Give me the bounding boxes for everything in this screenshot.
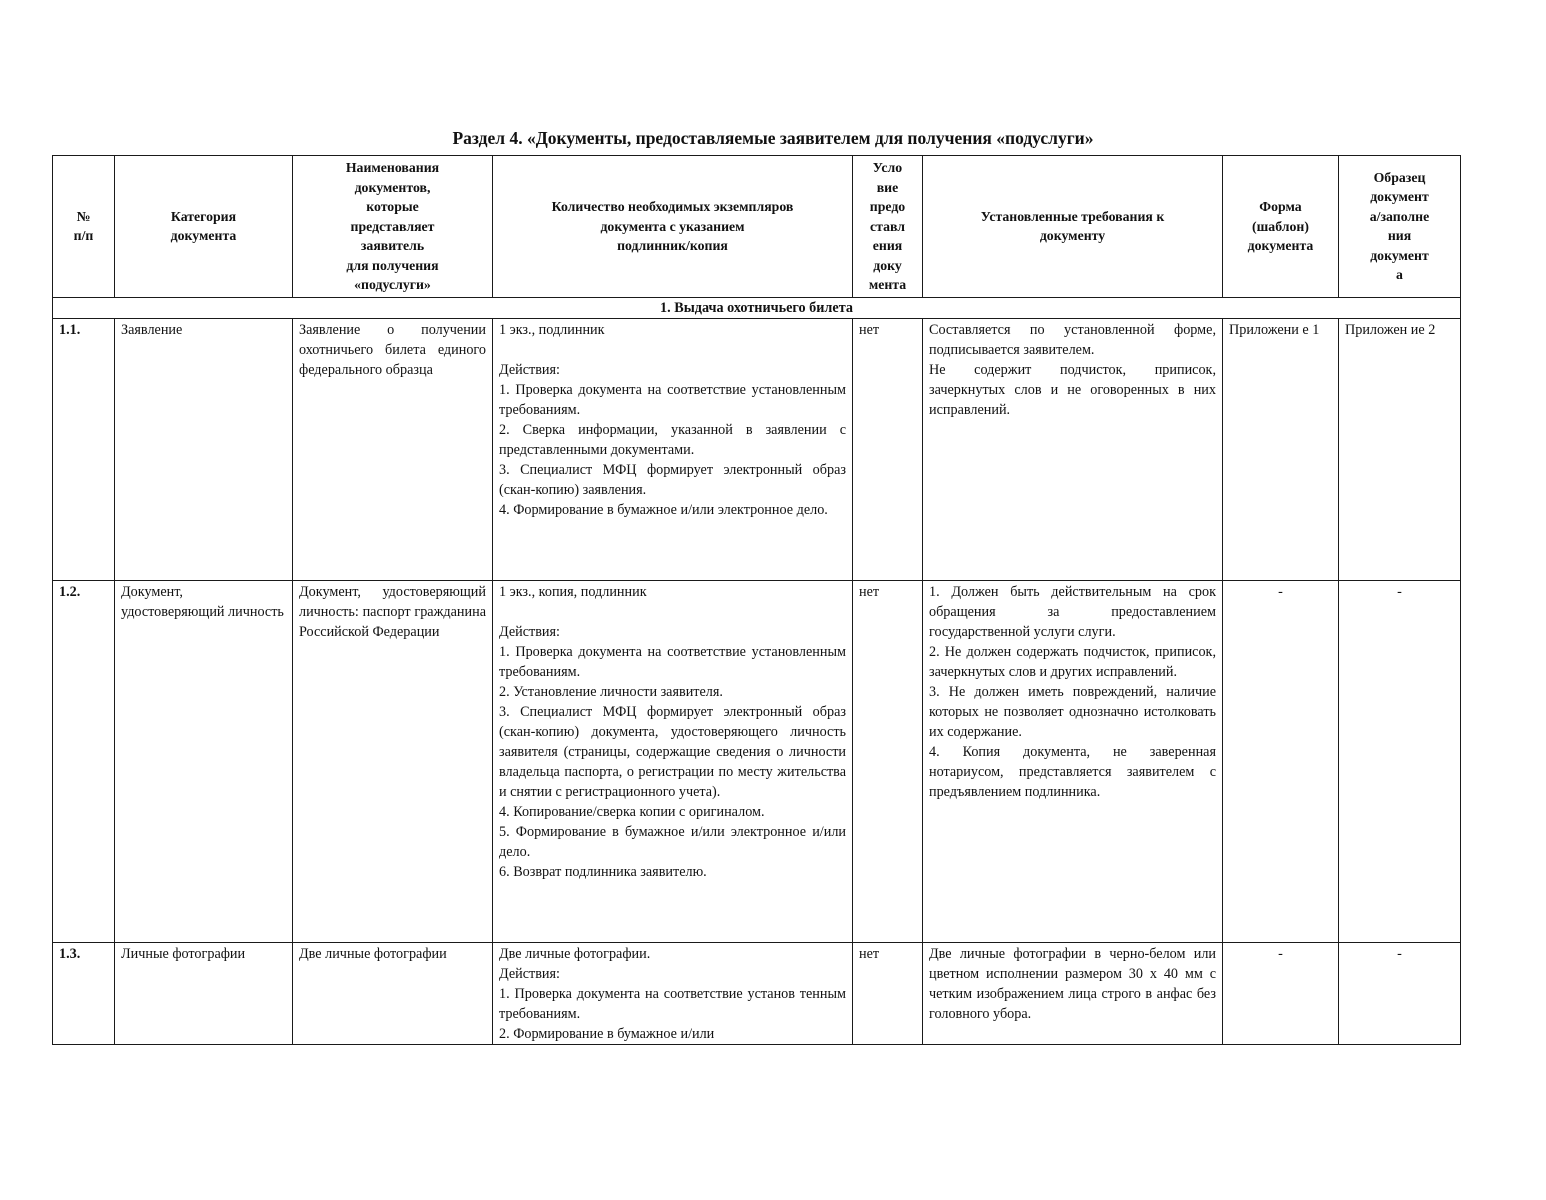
row-category: Документ, удостоверяющий личность [115, 580, 293, 942]
row-sample: - [1339, 580, 1461, 942]
count-action: 2. Сверка информации, указанной в заявлении с представленными документами. [499, 421, 846, 458]
header-condition: Усло вие предо ставл ения доку мента [853, 156, 923, 298]
count-first: Две личные фотографии. [499, 945, 651, 962]
requirement-item: Не содержит подчисток, приписок, зачеркнутых слов и не оговоренных в них исправлений. [929, 361, 1216, 418]
row-sample: Приложен ие 2 [1339, 318, 1461, 580]
documents-table [52, 155, 1461, 1045]
row-names: Документ, удостоверяющий личность: паспорт гражданина Российской Федерации [293, 580, 493, 942]
row-requirements [923, 942, 1223, 1044]
count-action: Действия: [499, 965, 560, 982]
row-count [493, 318, 853, 580]
requirement-item: 4. Копия документа, не заверенная нотариусом, представляется заявителем с предъявлением подлинника. [929, 743, 1216, 800]
row-form: Приложени е 1 [1223, 318, 1339, 580]
row-condition: нет [853, 942, 923, 1044]
row-condition: нет [853, 580, 923, 942]
count-action: 1. Проверка документа на соответствие установленным требованиям. [499, 643, 846, 680]
header-requirements: Установленные требования к документу [923, 156, 1223, 298]
requirement-item: Составляется по установленной форме, подписывается заявителем. [929, 321, 1216, 358]
section-row [53, 297, 1461, 318]
table-header-row [53, 156, 1461, 298]
row-condition: нет [853, 318, 923, 580]
count-action: 1. Проверка документа на соответствие установ тенным требованиям. [499, 985, 846, 1022]
count-action: 3. Специалист МФЦ формирует электронный образ (скан-копию) заявления. [499, 461, 846, 498]
requirement-item: 2. Не должен содержать подчисток, приписок, зачеркнутых слов и других исправлений. [929, 643, 1216, 680]
table-row [53, 580, 1461, 942]
header-sample: Образец документ а/заполне ния документ а [1339, 156, 1461, 298]
table-row [53, 318, 1461, 580]
row-num: 1.1. [53, 318, 115, 580]
row-num: 1.2. [53, 580, 115, 942]
page-title: Раздел 4. «Документы, предоставляемые заявителем для получения «подуслуги» [452, 128, 1094, 148]
row-count [493, 942, 853, 1044]
header-names: Наименования документов, которые представляет заявитель для получения «подуслуги» [293, 156, 493, 298]
row-names: Две личные фотографии [293, 942, 493, 1044]
row-requirements [923, 580, 1223, 942]
row-count [493, 580, 853, 942]
count-action: 2. Формирование в бумажное и/или [499, 1025, 715, 1042]
row-sample: - [1339, 942, 1461, 1044]
count-action: Действия: [499, 361, 560, 378]
header-category: Категория документа [115, 156, 293, 298]
requirement-item: 1. Должен быть действительным на срок обращения за предоставлением государственной услуги слуги. [929, 583, 1216, 640]
row-form: - [1223, 580, 1339, 942]
row-requirements [923, 318, 1223, 580]
row-names: Заявление о получении охотничьего билета единого федерального образца [293, 318, 493, 580]
header-num: № п/п [53, 156, 115, 298]
count-action: Действия: [499, 623, 560, 640]
row-category: Личные фотографии [115, 942, 293, 1044]
count-first: 1 экз., подлинник [499, 321, 605, 338]
count-action: 4. Формирование в бумажное и/или электронное дело. [499, 501, 828, 518]
requirement-item: 3. Не должен иметь повреждений, наличие которых не позволяет однозначно истолковать их содержание. [929, 683, 1216, 740]
header-form: Форма (шаблон) документа [1223, 156, 1339, 298]
count-action: 6. Возврат подлинника заявителю. [499, 863, 707, 880]
row-form: - [1223, 942, 1339, 1044]
count-first: 1 экз., копия, подлинник [499, 583, 647, 600]
count-action: 2. Установление личности заявителя. [499, 683, 723, 700]
row-category: Заявление [115, 318, 293, 580]
section-title: 1. Выдача охотничьего билета [53, 297, 1461, 318]
count-action: 5. Формирование в бумажное и/или электронное и/или дело. [499, 823, 846, 860]
row-num: 1.3. [53, 942, 115, 1044]
count-action: 1. Проверка документа на соответствие установленным требованиям. [499, 381, 846, 418]
requirement-item: Две личные фотографии в черно-белом или цветном исполнении размером 30 х 40 мм с четким изображением лица строго в анфас без головного убора. [929, 945, 1216, 1022]
table-row [53, 942, 1461, 1044]
count-action: 4. Копирование/сверка копии с оригиналом. [499, 803, 765, 820]
header-count: Количество необходимых экземпляров документа с указанием подлинник/копия [493, 156, 853, 298]
count-action: 3. Специалист МФЦ формирует электронный образ (скан-копию) документа, удостоверяющего личность заявителя (страницы, содержащие сведения о личности владельца паспорта, о регистрации по месту жительства и снятии с регистрационного учета). [499, 703, 846, 800]
